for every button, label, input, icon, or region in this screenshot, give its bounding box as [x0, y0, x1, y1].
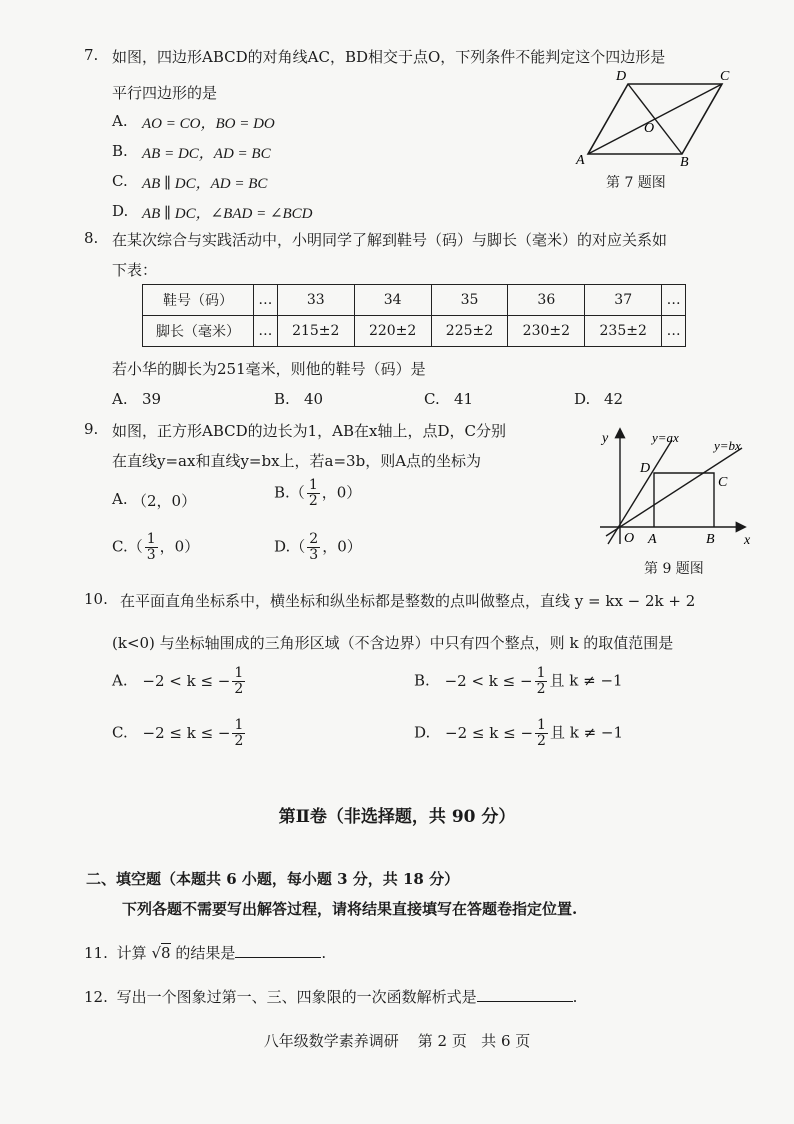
- page-footer: 八年级数学素养调研 第 2 页 共 6 页: [263, 1032, 531, 1050]
- fraction: [232, 718, 245, 749]
- q12-text: 写出一个图象过第一、三、四象限的一次函数解析式是: [116, 988, 477, 1006]
- option-text: 39: [142, 390, 162, 408]
- option-text: 41: [454, 390, 474, 408]
- option-text: AO = CO，BO = DO: [142, 116, 275, 132]
- fraction-numerator: 1: [308, 477, 318, 493]
- question-11: [84, 942, 326, 963]
- fraction: [307, 532, 320, 563]
- table-cell: 225±2: [431, 316, 508, 347]
- option-post: 且 k ≠ −1: [549, 671, 623, 690]
- fraction-numerator: 2: [309, 531, 319, 547]
- point-d-label: D: [616, 69, 627, 84]
- table-header-cell: 鞋号（码）: [143, 285, 254, 316]
- table-cell: 35: [431, 285, 508, 316]
- point-d-label: D: [640, 461, 651, 476]
- table-cell: …: [662, 285, 686, 316]
- option-open: （: [289, 483, 305, 502]
- q11-end: .: [321, 944, 327, 962]
- line2-label: y=bx: [714, 438, 741, 453]
- option-label: A.: [112, 671, 128, 690]
- q9-option-c[interactable]: [112, 532, 199, 563]
- table-cell: 220±2: [354, 316, 431, 347]
- q10-stem-line2: (k<0) 与坐标轴围成的三角形区域（不含边界）中只有四个整点，则 k 的取值范围是: [112, 634, 674, 652]
- y-axis-label: y: [602, 431, 609, 446]
- option-label: C.: [112, 172, 128, 190]
- point-c-label: C: [720, 69, 730, 84]
- option-label: C.: [112, 723, 128, 742]
- table-cell: 230±2: [508, 316, 585, 347]
- option-pre: −2 < k ≤ −: [444, 671, 533, 690]
- q10-stem-line1: 在平面直角坐标系中，横坐标和纵坐标都是整数的点叫做整点，直线 y = kx − 2k + 2: [120, 592, 696, 610]
- part-2-heading: 二、填空题（本题共 6 小题，每小题 3 分，共 18 分）: [86, 870, 460, 888]
- option-text: AB ∥ DC，AD = BC: [142, 176, 268, 192]
- option-text: （2，0）: [132, 492, 197, 510]
- table-cell: …: [254, 316, 278, 347]
- option-pre: −2 ≤ k ≤ −: [445, 723, 534, 742]
- fraction-numerator: 1: [537, 717, 546, 733]
- q11-post: 的结果是: [175, 944, 236, 962]
- q9-option-d[interactable]: [274, 532, 362, 563]
- option-label: B.: [274, 483, 290, 502]
- q10-option-d[interactable]: [414, 718, 623, 749]
- option-label: C.: [424, 390, 440, 408]
- part-2-instruction: 下列各题不需要写出解答过程，请将结果直接填写在答题卷指定位置.: [122, 900, 578, 918]
- option-label: D.: [414, 723, 431, 742]
- table-cell: …: [254, 285, 278, 316]
- q10-option-a[interactable]: [112, 666, 247, 697]
- q8-stem-line1: 在某次综合与实践活动中，小明同学了解到鞋号（码）与脚长（毫米）的对应关系如: [112, 231, 668, 249]
- q10-option-c[interactable]: [112, 718, 247, 749]
- option-close: ，0）: [321, 483, 362, 502]
- option-label: D.: [274, 537, 291, 556]
- line1-label: y=ax: [652, 430, 679, 445]
- point-c-label: C: [718, 475, 728, 490]
- table-cell: 37: [585, 285, 662, 316]
- table-cell: 36: [508, 285, 585, 316]
- option-label: A.: [112, 112, 128, 130]
- table-row: [143, 316, 686, 347]
- q9-figure-caption: 第 9 题图: [644, 561, 704, 577]
- option-label: A.: [112, 490, 128, 508]
- q9-option-b[interactable]: [274, 478, 361, 509]
- option-open: （: [290, 537, 306, 556]
- q9-stem-line2: 在直线y=ax和直线y=bx上，若a=3b，则A点的坐标为: [112, 452, 482, 470]
- q11-answer-blank[interactable]: [235, 957, 321, 958]
- x-axis-label: x: [744, 533, 751, 548]
- table-cell: 215±2: [277, 316, 354, 347]
- fraction-denominator: 2: [308, 493, 318, 509]
- q9-number: 9.: [84, 420, 99, 438]
- question-12: [84, 986, 577, 1007]
- option-label: B.: [112, 142, 128, 160]
- fraction-denominator: 2: [536, 681, 546, 697]
- fraction-denominator: 3: [309, 547, 319, 563]
- q8-number: 8.: [84, 229, 99, 247]
- option-label: A.: [112, 390, 128, 408]
- q7-number: 7.: [84, 46, 99, 64]
- fraction: [535, 718, 548, 749]
- fraction-numerator: 1: [536, 665, 546, 681]
- fraction-denominator: 3: [146, 547, 156, 563]
- section-2-title: 第Ⅱ卷（非选择题，共 90 分）: [278, 807, 516, 827]
- point-o-label: O: [624, 531, 635, 546]
- q7-figure-caption: 第 7 题图: [606, 175, 666, 191]
- point-b-label: B: [706, 532, 715, 547]
- fraction: [145, 532, 158, 563]
- q7-stem-line2: 平行四边形的是: [112, 84, 218, 102]
- option-text: AB = DC，AD = BC: [142, 146, 271, 162]
- fraction-denominator: 2: [234, 733, 244, 749]
- option-label: D.: [112, 202, 129, 220]
- option-label: C.: [112, 537, 128, 556]
- q11-number: 11.: [84, 944, 108, 962]
- option-label: B.: [414, 671, 430, 690]
- option-text: AB ∥ DC，∠BAD = ∠BCD: [142, 206, 313, 222]
- fraction: [232, 666, 245, 697]
- option-label: B.: [274, 390, 290, 408]
- option-pre: −2 ≤ k ≤ −: [142, 723, 231, 742]
- option-pre: −2 < k ≤ −: [142, 671, 231, 690]
- option-close: ，0）: [159, 537, 200, 556]
- point-a-label: A: [576, 153, 585, 168]
- q9-figure-coordinate: [594, 422, 764, 558]
- table-header-cell: 脚长（毫米）: [143, 316, 254, 347]
- fraction-numerator: 1: [146, 531, 156, 547]
- q10-option-b[interactable]: [414, 666, 623, 697]
- fraction: [535, 666, 548, 697]
- table-cell: 235±2: [585, 316, 662, 347]
- sqrt-symbol: √: [151, 944, 161, 962]
- fraction-numerator: 1: [234, 717, 244, 733]
- fraction-denominator: 2: [537, 733, 546, 749]
- fraction-numerator: 1: [234, 665, 244, 681]
- option-text: 42: [604, 390, 624, 408]
- option-text: 40: [304, 390, 324, 408]
- shoe-size-table: [142, 284, 686, 347]
- q9-stem-line1: 如图，正方形ABCD的边长为1，AB在x轴上，点D，C分别: [112, 422, 507, 440]
- table-row: [143, 285, 686, 316]
- q7-stem-line1: 如图，四边形ABCD的对角线AC，BD相交于点O，下列条件不能判定这个四边形是: [112, 48, 666, 66]
- q8-question: 若小华的脚长为251毫米，则他的鞋号（码）是: [112, 360, 426, 378]
- table-cell: 33: [277, 285, 354, 316]
- q12-end: .: [572, 988, 578, 1006]
- line-y-bx: [606, 448, 742, 536]
- option-post: 且 k ≠ −1: [549, 723, 624, 742]
- option-close: ，0）: [322, 537, 362, 556]
- point-a-label: A: [648, 532, 657, 547]
- radicand: 8: [161, 944, 171, 962]
- point-o-label: O: [644, 121, 655, 136]
- fraction: [307, 478, 320, 509]
- q7-figure-parallelogram: [570, 68, 740, 168]
- square-abcd: [654, 473, 714, 527]
- q12-answer-blank[interactable]: [477, 1001, 573, 1002]
- q8-stem-line2: 下表：: [112, 261, 158, 279]
- q10-number: 10.: [84, 590, 108, 608]
- q11-pre: 计算: [116, 944, 147, 962]
- option-label: D.: [574, 390, 591, 408]
- q12-number: 12.: [84, 988, 108, 1006]
- table-cell: …: [662, 316, 686, 347]
- fraction-denominator: 2: [234, 681, 244, 697]
- table-cell: 34: [354, 285, 431, 316]
- diagonal-bd: [628, 84, 682, 154]
- option-open: （: [127, 537, 143, 556]
- point-b-label: B: [680, 155, 689, 168]
